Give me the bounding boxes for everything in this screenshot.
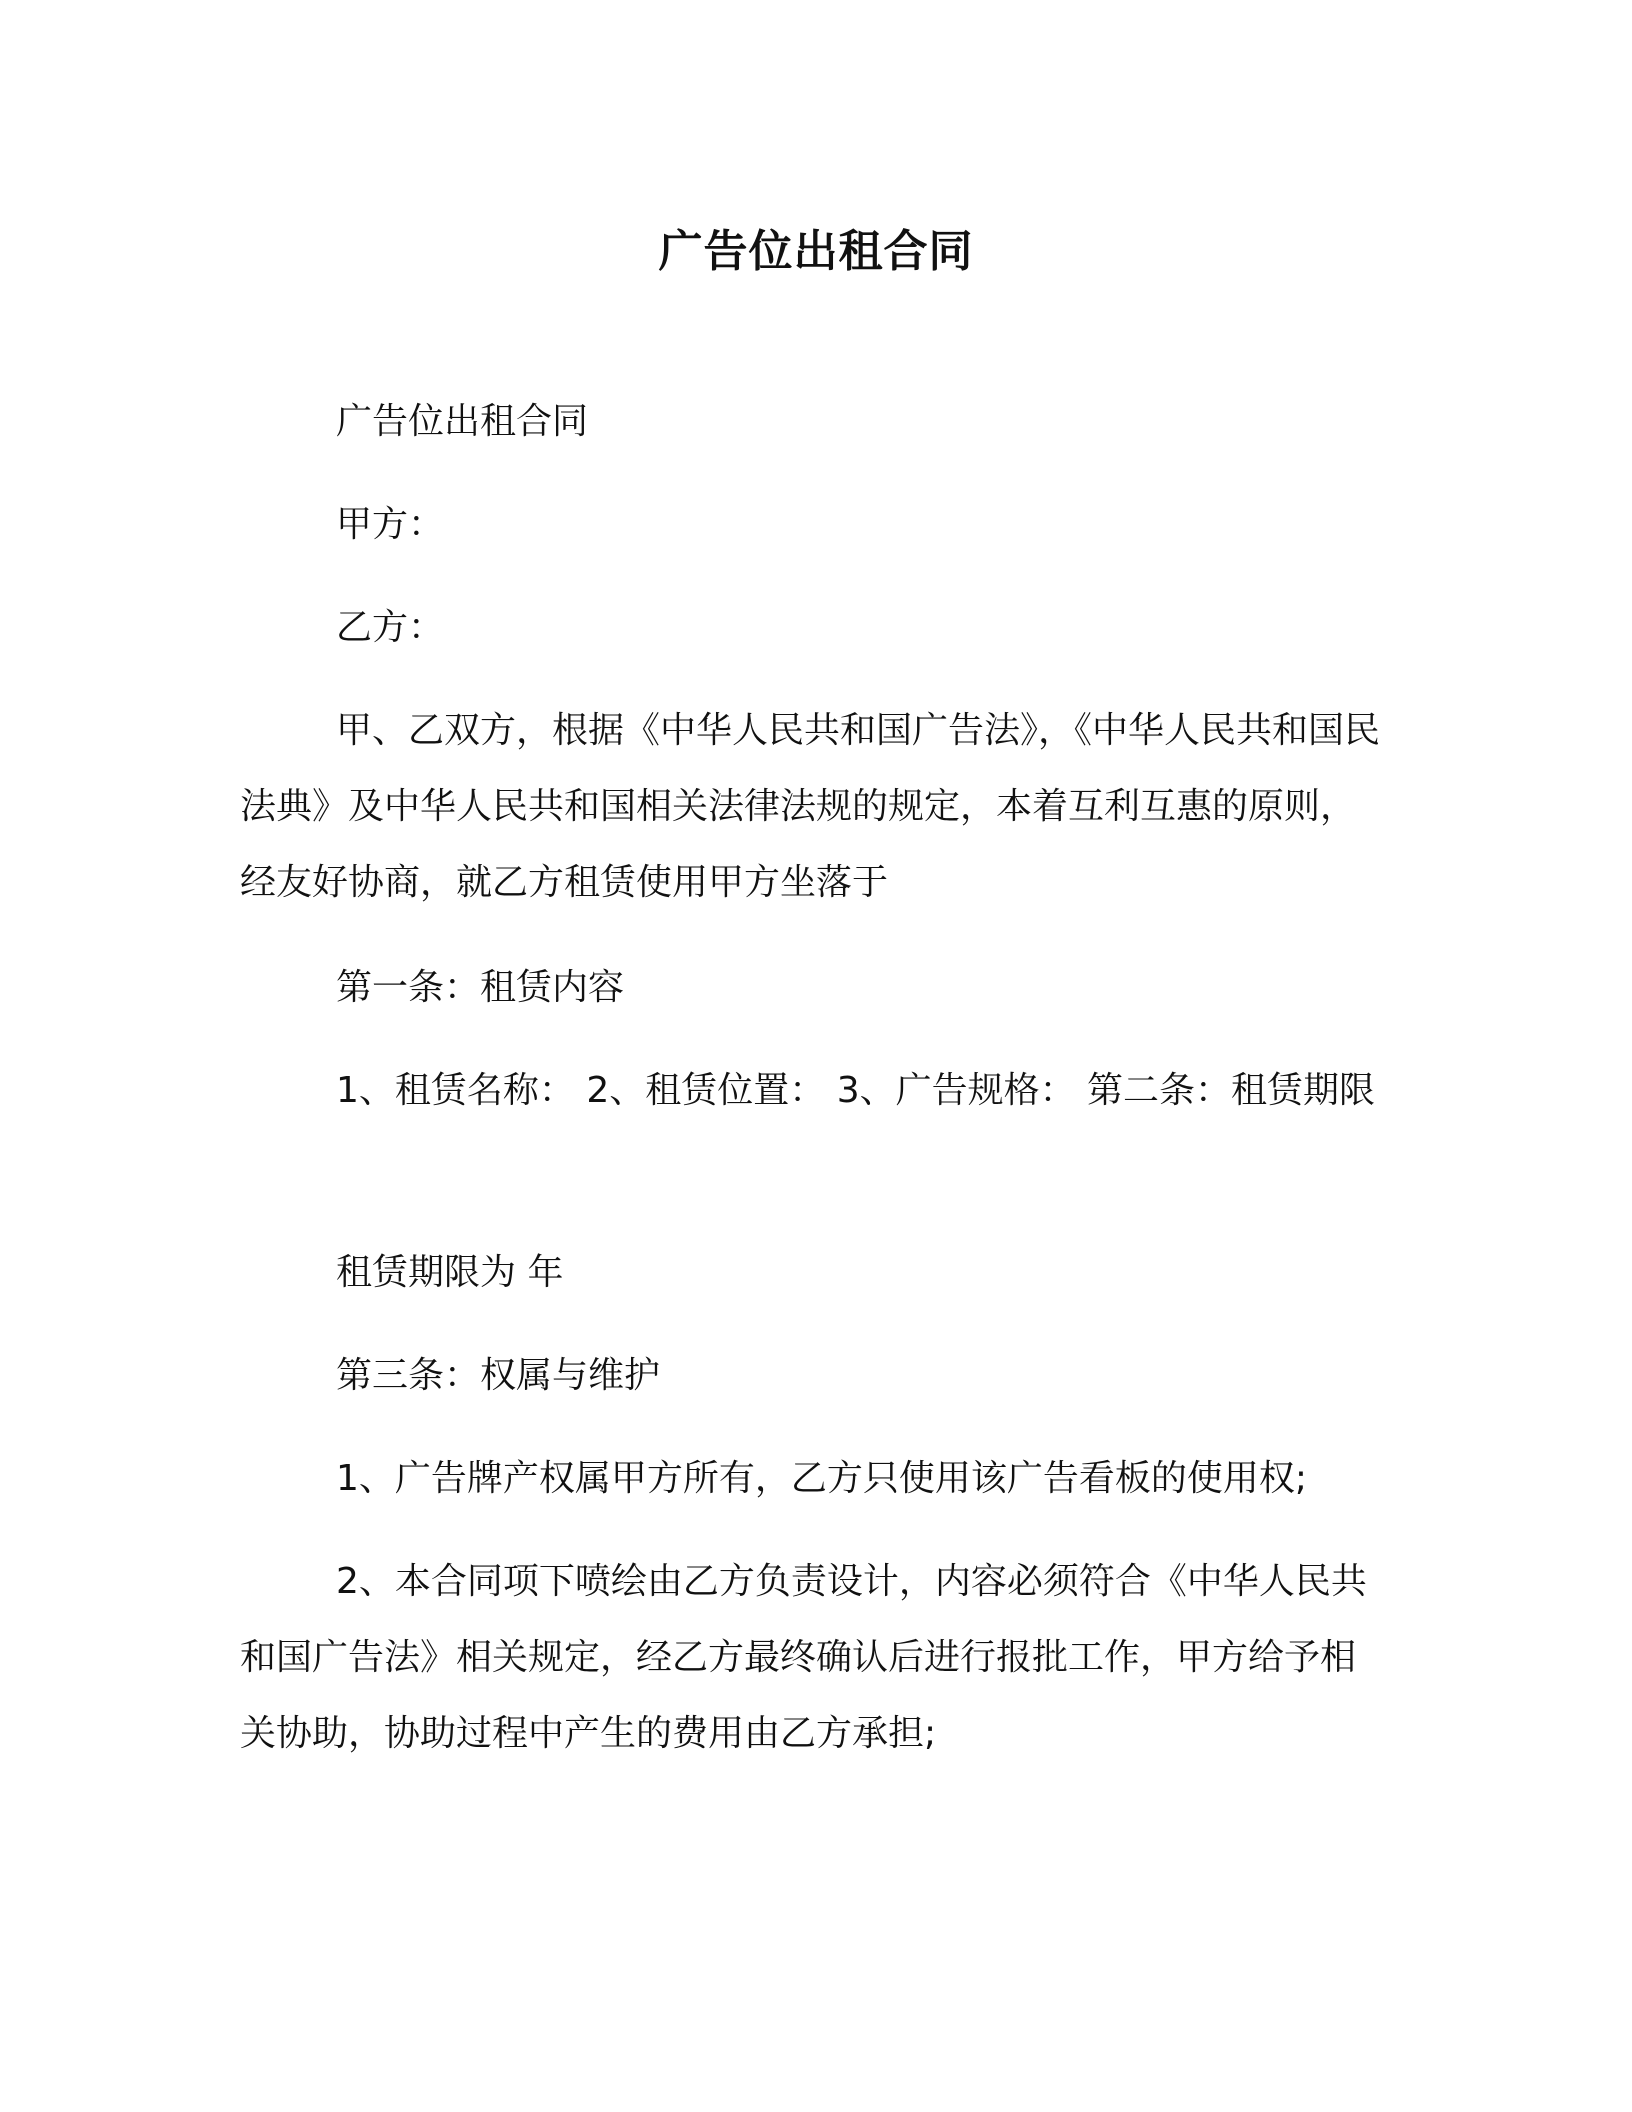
- paragraph-ownership: 1、广告牌产权属甲方所有，乙方只使用该广告看板的使用权;: [336, 1458, 1308, 1499]
- paragraph-design: 2、本合同项下喷绘由乙方负责设计，内容必须符合《中华人民共和国广告法》相关规定，经乙方最终确认后进行报批工作，甲方给予相关协助，协助过程中产生的费用由乙方承担;: [240, 1561, 1367, 1754]
- paragraph-lease-items: 1、租赁名称： 2、租赁位置： 3、广告规格： 第二条：租赁期限: [336, 1070, 1376, 1111]
- paragraph-article-1: 第一条：租赁内容: [336, 967, 625, 1008]
- paragraph-party-a: 甲方：: [336, 504, 445, 545]
- paragraph-preamble: 甲、乙双方，根据《中华人民共和国广告法》，《中华人民共和国民法典》及中华人民共和国相关法律法规的规定，本着互利互惠的原则，经友好协商，就乙方租赁使用甲方坐落于: [240, 710, 1381, 903]
- paragraph-lease-term: 租赁期限为 年: [336, 1252, 564, 1293]
- paragraph-heading: 广告位出租合同: [336, 401, 589, 442]
- paragraph-party-b: 乙方：: [336, 607, 445, 648]
- paragraph-article-3: 第三条：权属与维护: [336, 1355, 661, 1396]
- document-title: 广告位出租合同: [658, 226, 974, 277]
